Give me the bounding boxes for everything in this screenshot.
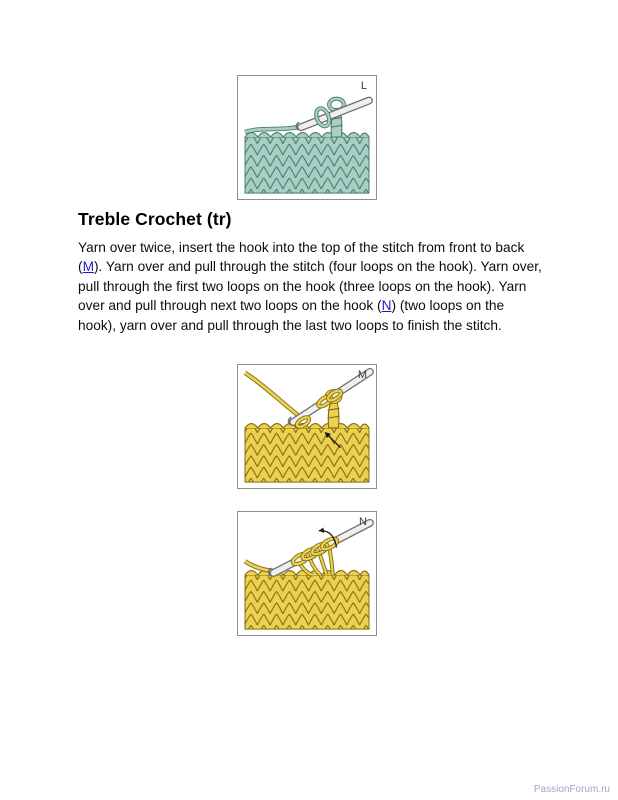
- figure-L-label: L: [360, 80, 367, 92]
- fabric: [245, 571, 369, 630]
- figure-M-label: M: [357, 369, 367, 381]
- body-paragraph: [78, 238, 544, 335]
- fabric: [245, 133, 369, 194]
- crochet-illustration-N: [238, 512, 376, 635]
- page-title: Treble Crochet (tr): [78, 209, 232, 229]
- paragraph-text-1: Yarn over twice, insert the hook into the top of the stitch from front to back (: [78, 240, 525, 275]
- link-figure-M[interactable]: M: [82, 259, 94, 275]
- figure-N-label: N: [359, 516, 367, 528]
- crochet-illustration-L: [238, 76, 376, 199]
- fabric: [245, 424, 369, 483]
- figure-N: [237, 511, 377, 636]
- watermark-link[interactable]: PassionForum.ru: [533, 784, 610, 795]
- figure-L: [237, 75, 377, 200]
- link-figure-N[interactable]: N: [381, 298, 392, 314]
- figure-M: [237, 364, 377, 489]
- crochet-illustration-M: [238, 365, 376, 488]
- yarn-strand: [245, 373, 299, 416]
- paragraph-text-3: ) (two loops on the hook), yarn over and pull through the last two loops to finish the stitch.: [78, 298, 505, 333]
- paragraph-text-2: ). Yarn over and pull through the stitch (four loops on the hook). Yarn over, pull through the first two loops on the hook (three loops on the hook). Yarn over and pull through next two loops on the hook (: [78, 259, 542, 314]
